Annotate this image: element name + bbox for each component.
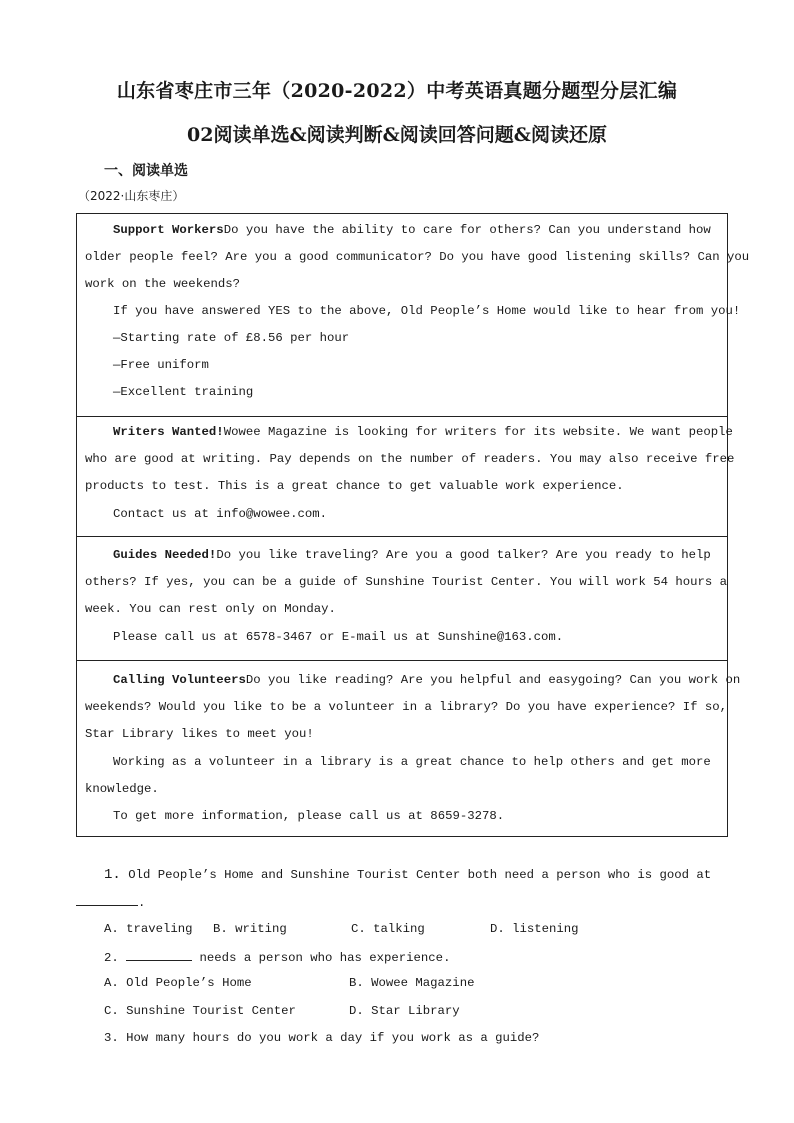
option-2d: D. Star Library: [349, 1004, 460, 1018]
ad-line: If you have answered YES to the above, Old People’s Home would like to hear from you!: [113, 304, 741, 318]
ads-table: [76, 213, 750, 837]
ad-heading: Support Workers: [113, 223, 224, 237]
option-1a: A. traveling: [104, 922, 193, 936]
document-subtitle: 02阅读单选&阅读判断&阅读回答问题&阅读还原: [187, 124, 607, 146]
question-number: 1.: [104, 867, 121, 883]
ad-guides-needed: [77, 536, 727, 660]
question-2: [104, 949, 450, 965]
question-text: How many hours do you work a day if you work as a guide?: [126, 1031, 540, 1045]
option-1c: C. talking: [351, 922, 425, 936]
ad-line: To get more information, please call us at 8659-3278.: [113, 809, 505, 823]
document-title: 山东省枣庄市三年（2020-2022）中考英语真题分题型分层汇编: [116, 80, 678, 102]
ad-first-line: [113, 425, 733, 439]
ad-text: Wowee Magazine is looking for writers for its website. We want people: [223, 425, 733, 439]
ad-line: week. You can rest only on Monday.: [85, 602, 336, 616]
ad-line: Star Library likes to meet you!: [85, 727, 314, 741]
ad-first-line: [113, 548, 711, 562]
ad-writers-wanted: [77, 416, 735, 536]
ad-line: who are good at writing. Pay depends on the number of readers. You may also receive free: [85, 452, 735, 466]
question-number: 3.: [104, 1031, 119, 1045]
ad-heading: Guides Needed!: [113, 548, 217, 562]
ad-support-workers: [77, 214, 750, 416]
ad-line: products to test. This is a great chance to get valuable work experience.: [85, 479, 624, 493]
question-number: 2.: [104, 951, 119, 965]
section-heading: 一、阅读单选: [104, 163, 188, 179]
answer-blank[interactable]: [126, 949, 192, 961]
ad-text: Do you like traveling? Are you a good talker? Are you ready to help: [216, 548, 711, 562]
ad-line: —Free uniform: [113, 358, 209, 372]
ad-text: Do you have the ability to care for others? Can you understand how: [223, 223, 711, 237]
question-text: Old People’s Home and Sunshine Tourist Center both need a person who is good at: [128, 868, 712, 882]
ad-calling-volunteers: [77, 660, 741, 836]
option-2b: B. Wowee Magazine: [349, 976, 475, 990]
question-tail: .: [138, 896, 146, 910]
ad-line: older people feel? Are you a good communicator? Do you have good listening skills? Can you: [85, 250, 750, 264]
question-1-blank-line: [76, 894, 145, 910]
ad-line: —Starting rate of £8.56 per hour: [113, 331, 350, 345]
ad-first-line: [113, 673, 740, 687]
option-2c: C. Sunshine Tourist Center: [104, 1004, 296, 1018]
ad-heading: Writers Wanted!: [113, 425, 224, 439]
ad-line: Working as a volunteer in a library is a great chance to help others and get more: [113, 755, 711, 769]
source-label: （2022·山东枣庄）: [78, 189, 185, 203]
ad-heading: Calling Volunteers: [113, 673, 246, 687]
question-1: [104, 867, 711, 883]
option-1b: B. writing: [213, 922, 287, 936]
ad-line: —Excellent training: [113, 385, 254, 399]
ad-line: Contact us at info@wowee.com.: [113, 507, 328, 521]
question-text: needs a person who has experience.: [199, 951, 451, 965]
ad-line: Please call us at 6578-3467 or E-mail us at Sunshine@163.com.: [113, 630, 564, 644]
answer-blank[interactable]: [76, 894, 138, 906]
ad-first-line: [113, 223, 711, 237]
ad-line: weekends? Would you like to be a volunteer in a library? Do you have experience? If so,: [85, 700, 728, 714]
option-2a: A. Old People’s Home: [104, 976, 252, 990]
option-1d: D. listening: [490, 922, 579, 936]
ad-line: others? If yes, you can be a guide of Sunshine Tourist Center. You will work 54 hours a: [85, 575, 728, 589]
ad-line: work on the weekends?: [85, 277, 240, 291]
ad-line: knowledge.: [85, 782, 159, 796]
question-3: [104, 1031, 539, 1045]
ad-text: Do you like reading? Are you helpful and easygoing? Can you work on: [245, 673, 741, 687]
